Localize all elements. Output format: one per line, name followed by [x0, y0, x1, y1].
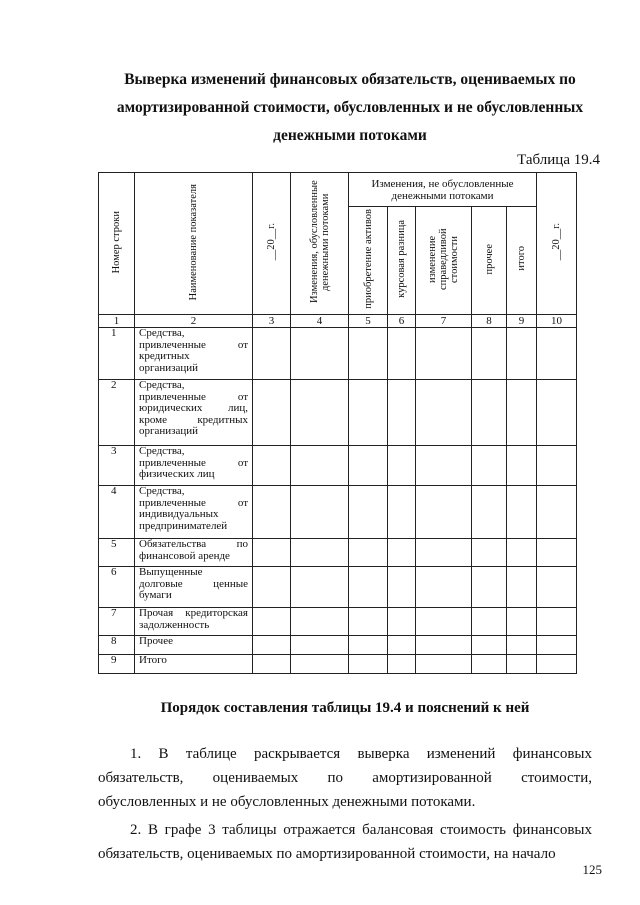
- col-num-2: 2: [135, 315, 253, 328]
- cell: [507, 636, 537, 655]
- cell: [349, 539, 388, 567]
- cell: [416, 486, 472, 539]
- document-title: [90, 66, 610, 150]
- row-name: Обязательства по финансовой аренде: [135, 539, 253, 567]
- cell: [416, 636, 472, 655]
- table-label: Таблица 19.4: [517, 152, 600, 168]
- cell: [291, 486, 349, 539]
- cell: [291, 567, 349, 608]
- row-number: 7: [99, 608, 135, 636]
- section-heading: Порядок составления таблицы 19.4 и пояснений к ней: [160, 700, 530, 716]
- page-number: 125: [582, 862, 602, 877]
- paragraph-2: 2. В графе 3 таблицы отражается балансовая стоимость финансовых обязательств, оцениваемых по амортизированной стоимости, на начало: [98, 822, 592, 862]
- row-name: Средства, привлеченные от юридических лиц, кроме кредитных организаций: [135, 380, 253, 446]
- cell: [388, 446, 416, 486]
- cell: [472, 608, 507, 636]
- cell: [416, 539, 472, 567]
- cell: [507, 446, 537, 486]
- row-number: 8: [99, 636, 135, 655]
- cell: [253, 636, 291, 655]
- cell: [388, 636, 416, 655]
- cell: [253, 486, 291, 539]
- col-num-10: 10: [537, 315, 577, 328]
- header-fair-value: изменение справедливой стоимости: [416, 207, 472, 315]
- cell: [253, 380, 291, 446]
- cell: [416, 567, 472, 608]
- cell: [537, 655, 577, 674]
- cell: [507, 486, 537, 539]
- header-fx-diff: курсовая разница: [388, 207, 416, 315]
- cell: [472, 380, 507, 446]
- cell: [253, 655, 291, 674]
- col-num-7: 7: [416, 315, 472, 328]
- row-number: 5: [99, 539, 135, 567]
- cell: [507, 328, 537, 380]
- cell: [388, 380, 416, 446]
- cell: [253, 446, 291, 486]
- header-noncash-group: Изменения, не обусловленные денежными потоками: [349, 173, 537, 207]
- col-num-3: 3: [253, 315, 291, 328]
- row-name: Средства, привлеченные от индивидуальных предпринимателей: [135, 486, 253, 539]
- cell: [472, 655, 507, 674]
- col-num-4: 4: [291, 315, 349, 328]
- cell: [349, 380, 388, 446]
- cell: [537, 608, 577, 636]
- cell: [472, 486, 507, 539]
- cell: [507, 380, 537, 446]
- table-row: [99, 567, 577, 608]
- header-row-number: Номер строки: [99, 173, 135, 315]
- cell: [472, 539, 507, 567]
- cell: [537, 567, 577, 608]
- cell: [388, 608, 416, 636]
- row-number: 6: [99, 567, 135, 608]
- row-name: Прочая кредиторская задолженность: [135, 608, 253, 636]
- cell: [416, 446, 472, 486]
- section-body: [98, 742, 592, 866]
- cell: [537, 446, 577, 486]
- cell: [349, 486, 388, 539]
- cell: [291, 446, 349, 486]
- header-period-start: __20__г.: [253, 173, 291, 315]
- cell: [472, 446, 507, 486]
- cell: [416, 608, 472, 636]
- cell: [507, 539, 537, 567]
- cell: [291, 655, 349, 674]
- cell: [349, 636, 388, 655]
- cell: [349, 567, 388, 608]
- table-row: [99, 328, 577, 380]
- cell: [507, 608, 537, 636]
- row-number: 2: [99, 380, 135, 446]
- row-number: 3: [99, 446, 135, 486]
- cell: [253, 328, 291, 380]
- row-name: Средства, привлеченные от физических лиц: [135, 446, 253, 486]
- row-number: 4: [99, 486, 135, 539]
- cell: [388, 486, 416, 539]
- cell: [388, 655, 416, 674]
- table-row: [99, 486, 577, 539]
- cell: [537, 539, 577, 567]
- cell: [472, 567, 507, 608]
- col-num-8: 8: [472, 315, 507, 328]
- table-row: [99, 446, 577, 486]
- cell: [416, 328, 472, 380]
- col-num-1: 1: [99, 315, 135, 328]
- cell: [537, 380, 577, 446]
- cell: [349, 328, 388, 380]
- col-num-5: 5: [349, 315, 388, 328]
- cell: [507, 567, 537, 608]
- title-line-3: денежными потоками: [273, 127, 427, 144]
- cell: [253, 539, 291, 567]
- header-total: итого: [507, 207, 537, 315]
- header-cash-changes: Изменения, обусловленные денежными потоками: [291, 173, 349, 315]
- paragraph-1: 1. В таблице раскрывается выверка изменений финансовых обязательств, оцениваемых по амортизированной стоимости, обусловленных и не обусловленных денежными потоками.: [98, 746, 592, 810]
- cell: [537, 328, 577, 380]
- cell: [291, 380, 349, 446]
- table-row: [99, 636, 577, 655]
- row-name: Средства, привлеченные от кредитных организаций: [135, 328, 253, 380]
- table-row: [99, 608, 577, 636]
- cell: [253, 608, 291, 636]
- header-period-end: __20__г.: [537, 173, 577, 315]
- cell: [349, 655, 388, 674]
- header-acquisition: приобретение активов: [349, 207, 388, 315]
- title-line-2: амортизированной стоимости, обусловленных и не обусловленных: [116, 99, 584, 116]
- table-row: [99, 380, 577, 446]
- report-table: [98, 172, 577, 674]
- row-number: 9: [99, 655, 135, 674]
- row-name: Итого: [135, 655, 253, 674]
- column-number-row: [99, 315, 577, 328]
- row-name: Прочее: [135, 636, 253, 655]
- cell: [291, 608, 349, 636]
- col-num-6: 6: [388, 315, 416, 328]
- header-indicator-name: Наименование показателя: [135, 173, 253, 315]
- cell: [388, 328, 416, 380]
- cell: [349, 608, 388, 636]
- cell: [349, 446, 388, 486]
- cell: [472, 328, 507, 380]
- cell: [388, 539, 416, 567]
- col-num-9: 9: [507, 315, 537, 328]
- cell: [388, 567, 416, 608]
- cell: [416, 380, 472, 446]
- cell: [416, 655, 472, 674]
- cell: [291, 328, 349, 380]
- row-name: Выпущенные долговые ценные бумаги: [135, 567, 253, 608]
- cell: [537, 486, 577, 539]
- title-line-1: Выверка изменений финансовых обязательств, оцениваемых по: [124, 71, 576, 88]
- cell: [291, 539, 349, 567]
- cell: [291, 636, 349, 655]
- cell: [253, 567, 291, 608]
- table-row: [99, 539, 577, 567]
- row-number: 1: [99, 328, 135, 380]
- header-other: прочее: [472, 207, 507, 315]
- table-row: [99, 655, 577, 674]
- cell: [472, 636, 507, 655]
- cell: [507, 655, 537, 674]
- cell: [537, 636, 577, 655]
